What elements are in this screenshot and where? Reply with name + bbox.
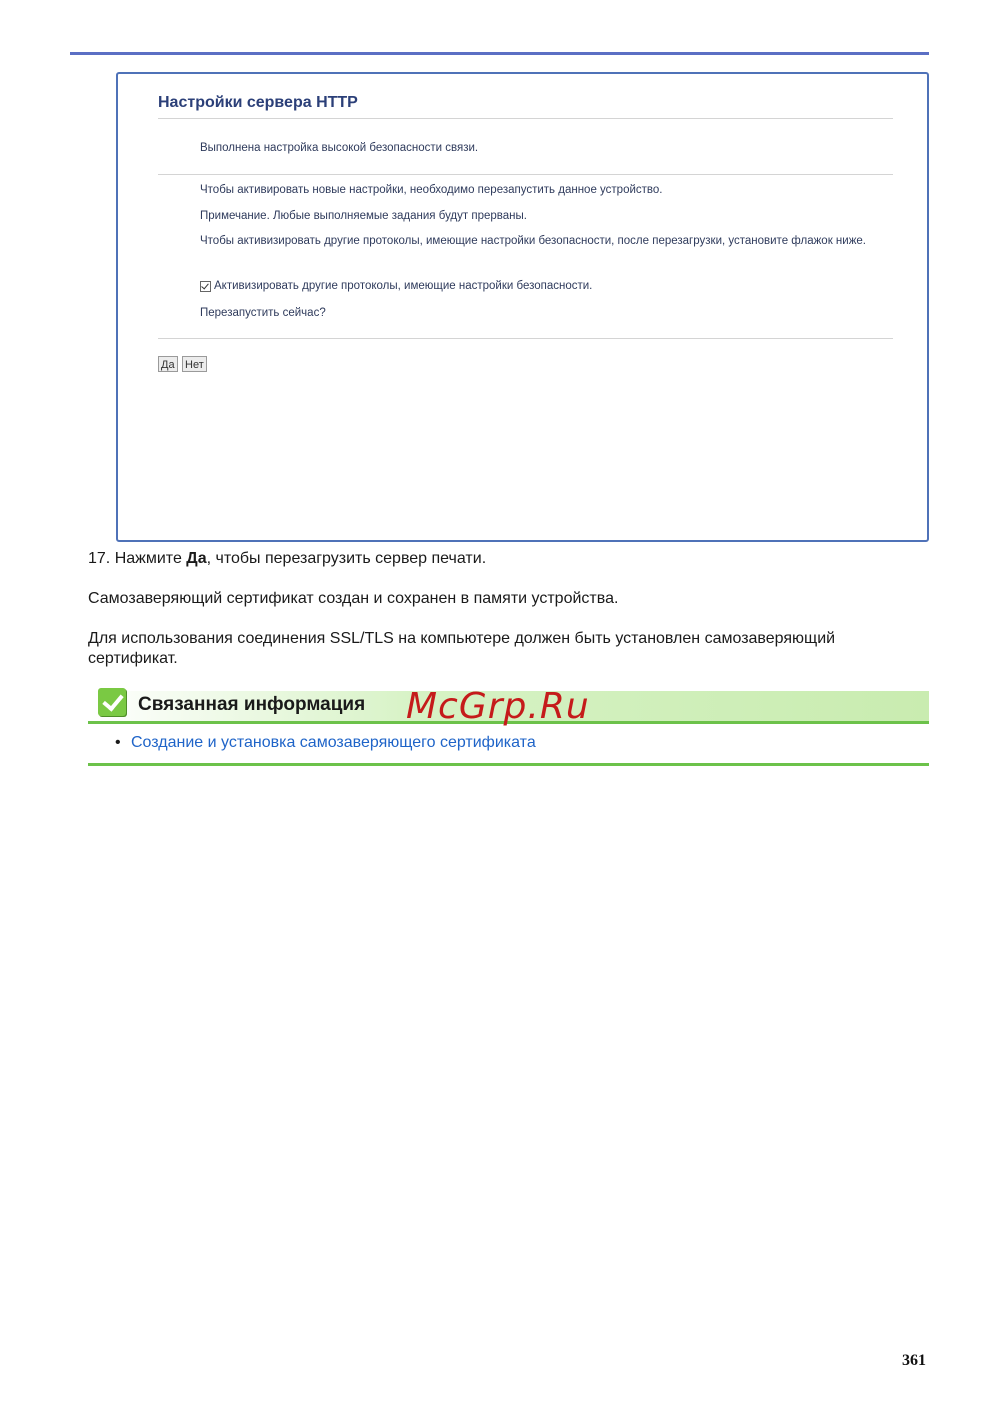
yes-button[interactable]: Да xyxy=(158,356,178,372)
related-info-bottom-rule xyxy=(88,763,929,766)
paragraph-certificate-created: Самозаверяющий сертификат создан и сохранен в памяти устройства. xyxy=(88,590,619,607)
bullet: • xyxy=(115,734,121,751)
watermark: McGrp.Ru xyxy=(406,686,590,727)
step-number: 17. xyxy=(88,550,111,567)
restart-question: Перезапустить сейчас? xyxy=(200,307,326,319)
screenshot-title: Настройки сервера HTTP xyxy=(158,94,358,111)
paragraph-certificate-install: Для использования соединения SSL/TLS на компьютере должен быть установлен самозаверяющий сертификат. xyxy=(88,630,836,667)
protocols-note: Чтобы активизировать другие протоколы, имеющие настройки безопасности, после перезагрузки, установите флажок ниже. xyxy=(200,235,866,247)
http-settings-screenshot xyxy=(116,72,929,542)
header-rule xyxy=(70,52,929,55)
step-pre: Нажмите xyxy=(114,550,182,567)
checkbox-label: Активизировать другие протоколы, имеющие настройки безопасности. xyxy=(214,280,593,292)
step-17 xyxy=(88,550,486,568)
jobs-note: Примечание. Любые выполняемые задания будут прерваны. xyxy=(200,210,527,222)
divider xyxy=(158,338,893,339)
related-info-title: Связанная информация xyxy=(138,694,366,715)
step-post: , чтобы перезагрузить сервер печати. xyxy=(206,550,487,567)
checkbox-checked[interactable] xyxy=(200,281,211,292)
related-link[interactable]: Создание и установка самозаверяющего сертификата xyxy=(131,734,536,751)
protocols-checkbox-row[interactable] xyxy=(200,278,592,294)
restart-note: Чтобы активировать новые настройки, необходимо перезапустить данное устройство. xyxy=(200,184,663,196)
page-number: 361 xyxy=(902,1352,926,1369)
divider xyxy=(158,174,893,175)
status-text: Выполнена настройка высокой безопасности связи. xyxy=(200,142,479,154)
divider xyxy=(158,118,893,119)
step-bold: Да xyxy=(186,550,207,567)
checkmark-icon xyxy=(98,688,126,716)
no-button[interactable]: Нет xyxy=(182,356,207,372)
